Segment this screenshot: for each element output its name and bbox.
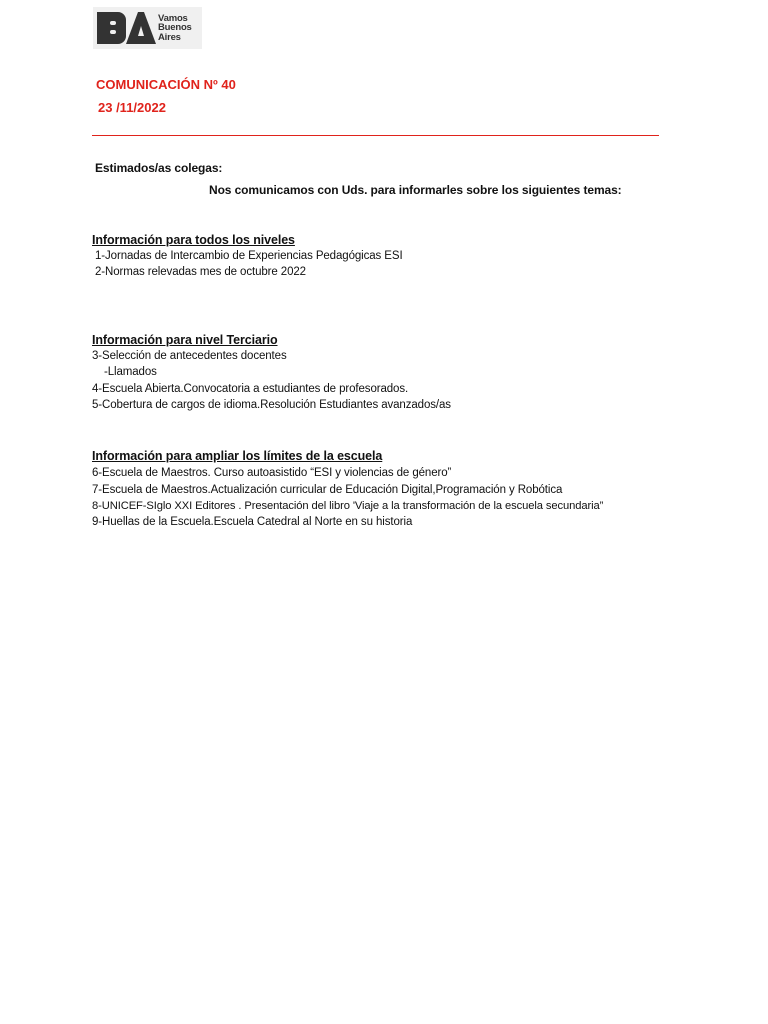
list-item: 5-Cobertura de cargos de idioma.Resolución Estudiantes avanzados/as [92,399,451,411]
greeting: Estimados/as colegas: [95,161,223,175]
list-item: 4-Escuela Abierta.Convocatoria a estudiantes de profesorados. [92,383,409,395]
communication-date: 23 /11/2022 [98,100,166,115]
section-heading-tertiary: Información para nivel Terciario [92,333,278,347]
intro-text: Nos comunicamos con Uds. para informarles sobre los siguientes temas: [209,183,622,197]
logo-wordmark [158,14,192,43]
list-item: 1-Jornadas de Intercambio de Experiencias Pedagógicas ESI [95,250,403,262]
logo-line-3: Aires [158,31,181,43]
list-item: 8-UNICEF-SIglo XXI Editores . Presentación del libro 'Viaje a la transformación de la escuela secundaria” [92,500,604,512]
list-item: 6-Escuela de Maestros. Curso autoasistido “ESI y violencias de género” [92,467,452,479]
list-item: 9-Huellas de la Escuela.Escuela Catedral al Norte en su historia [92,516,413,528]
section-heading-beyond-school: Información para ampliar los límites de la escuela [92,449,383,463]
section-heading-all-levels: Información para todos los niveles [92,233,295,247]
red-divider [92,135,659,136]
logo [93,7,202,49]
list-item: 3-Selección de antecedentes docentes [92,350,287,362]
communication-title: COMUNICACIÓN Nº 40 [96,77,236,92]
logo-line-1: Vamos [158,12,188,24]
ba-logo-icon [96,10,156,46]
list-item: 2-Normas relevadas mes de octubre 2022 [95,266,306,278]
list-item: 7-Escuela de Maestros.Actualización curricular de Educación Digital,Programación y Robótica [92,484,563,496]
list-item: -Llamados [104,366,157,378]
logo-line-2: Buenos [158,22,192,34]
